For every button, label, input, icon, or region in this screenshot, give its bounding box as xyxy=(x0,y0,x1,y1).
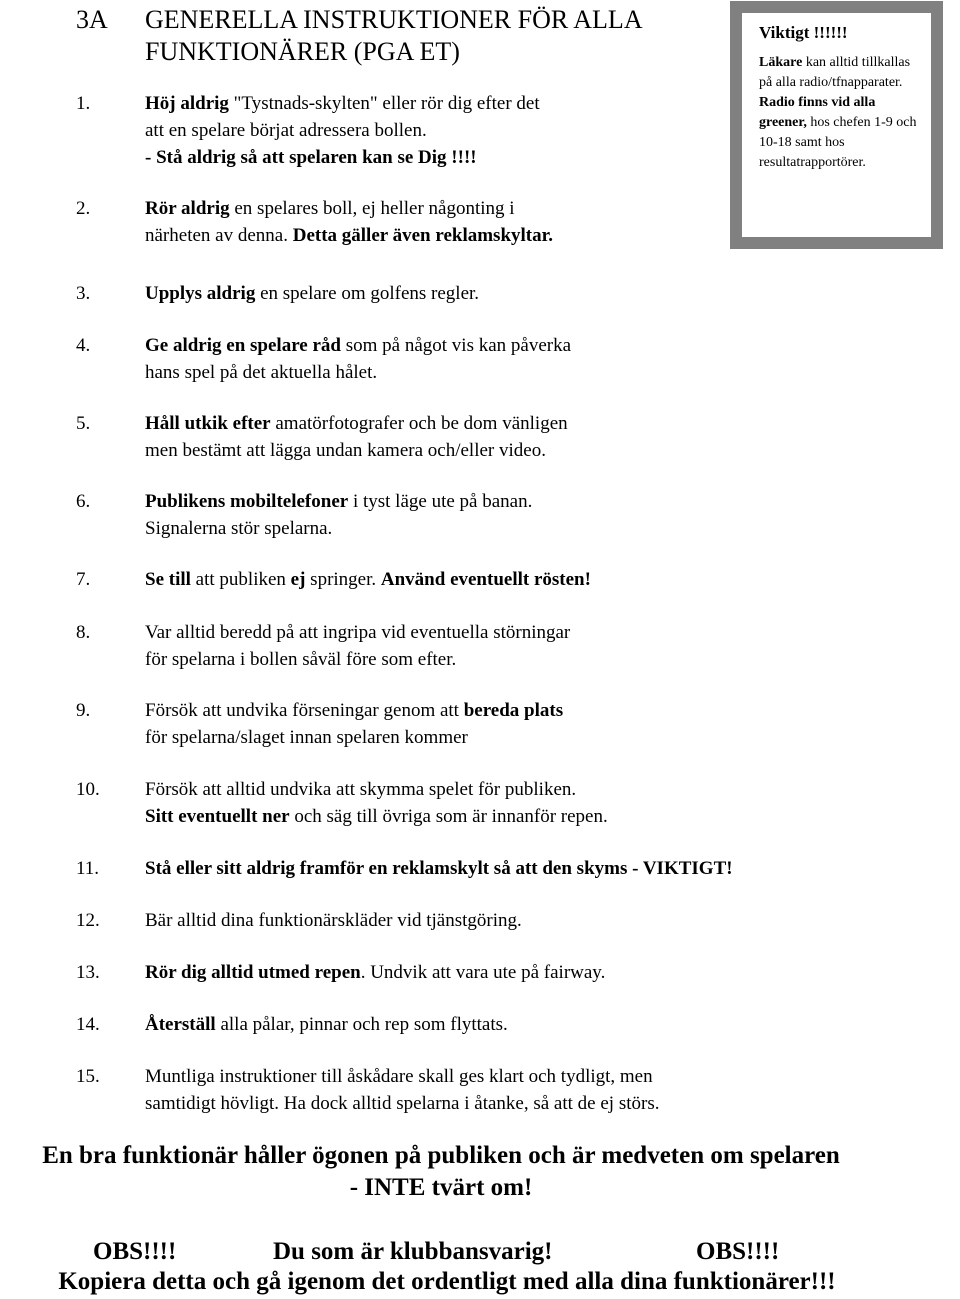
closing-line-1: En bra funktionär håller ögonen på publiken och är medveten om spelaren xyxy=(42,1142,840,1169)
instruction-item xyxy=(76,855,946,882)
instruction-line xyxy=(145,1090,946,1117)
instruction-line xyxy=(145,437,946,464)
text-segment: alla pålar, pinnar och rep som flyttats. xyxy=(215,1014,508,1035)
note-heading: Viktigt !!!!!! xyxy=(759,23,848,42)
text-segment: i tyst läge ute på banan. xyxy=(348,491,533,512)
instruction-text xyxy=(145,566,946,593)
instruction-item xyxy=(76,410,946,464)
obs-right: OBS!!!! xyxy=(696,1238,780,1265)
text-segment: Signalerna stör spelarna. xyxy=(145,518,333,539)
text-segment: samtidigt hövligt. Ha dock alltid spelarna i åtanke, så att de ej störs. xyxy=(145,1093,660,1114)
instruction-text xyxy=(145,280,946,307)
bold-segment: - Stå aldrig så att spelaren kan se Dig !!!! xyxy=(145,147,477,168)
instruction-text xyxy=(145,619,946,673)
instruction-item xyxy=(76,332,946,386)
instruction-item xyxy=(76,90,946,171)
bold-segment: Återställ xyxy=(145,1014,216,1035)
instruction-number: 1. xyxy=(76,93,91,114)
instruction-number: 2. xyxy=(76,198,91,219)
instruction-item xyxy=(76,697,946,751)
instruction-item xyxy=(76,776,946,830)
text-segment: Var alltid beredd på att ingripa vid eventuella störningar xyxy=(145,622,571,643)
instruction-number: 8. xyxy=(76,622,91,643)
instruction-number: 5. xyxy=(76,413,91,434)
instruction-line xyxy=(145,803,946,830)
instruction-number: 15. xyxy=(76,1066,100,1087)
instruction-item xyxy=(76,280,946,307)
instruction-text xyxy=(145,1063,946,1117)
instruction-number: 14. xyxy=(76,1014,100,1035)
instruction-line xyxy=(145,566,946,593)
closing-statement xyxy=(0,1140,882,1204)
instruction-line xyxy=(145,855,946,882)
obs-row xyxy=(0,1236,960,1268)
instruction-line xyxy=(145,90,946,117)
instruction-text xyxy=(145,1011,946,1038)
instruction-line xyxy=(145,488,946,515)
text-segment: Muntliga instruktioner till åskådare skall ges klart och tydligt, men xyxy=(145,1066,653,1087)
instruction-number: 13. xyxy=(76,962,100,983)
bold-segment: Detta gäller även reklamskyltar. xyxy=(292,225,554,246)
instruction-item xyxy=(76,1011,946,1038)
instruction-line xyxy=(145,959,946,986)
instruction-line xyxy=(145,144,946,171)
instruction-text xyxy=(145,195,946,249)
bold-segment: ej xyxy=(290,569,306,590)
instruction-line xyxy=(145,619,946,646)
section-number: 3A xyxy=(76,5,108,34)
bold-segment: Sitt eventuellt ner xyxy=(145,806,290,827)
text-segment: men bestämt att lägga undan kamera och/eller video. xyxy=(145,440,546,461)
instruction-item xyxy=(76,195,946,249)
instruction-line xyxy=(145,1063,946,1090)
instruction-line xyxy=(145,515,946,542)
instruction-item xyxy=(76,619,946,673)
instruction-item xyxy=(76,907,946,934)
obs-left: OBS!!!! xyxy=(93,1238,177,1265)
instruction-text xyxy=(145,776,946,830)
bold-segment: Rör aldrig xyxy=(145,198,230,219)
instruction-number: 11. xyxy=(76,858,100,879)
bold-segment: Stå eller sitt aldrig framför en reklamskylt så att den skyms - VIKTIGT! xyxy=(145,858,733,879)
note-radio-rest: hos chefen 1-9 och 10-18 samt hos resultatrapportörer. xyxy=(759,115,917,170)
text-segment: Försök att alltid undvika att skymma spelet för publiken. xyxy=(145,779,577,800)
text-segment: amatörfotografer och be dom vänligen xyxy=(270,413,568,434)
note-doctor-bold: Läkare xyxy=(759,55,803,70)
note-radio-bold: Radio finns vid alla greener, xyxy=(759,95,876,130)
instruction-item xyxy=(76,1063,946,1117)
bold-segment: bereda plats xyxy=(463,700,564,721)
instruction-text xyxy=(145,332,946,386)
instruction-line xyxy=(145,697,946,724)
instruction-text xyxy=(145,855,946,882)
bold-segment: Höj aldrig xyxy=(145,93,229,114)
instruction-line xyxy=(145,724,946,751)
instruction-item xyxy=(76,488,946,542)
text-segment: Bär alltid dina funktionärskläder vid tjänstgöring. xyxy=(145,910,522,931)
instruction-line xyxy=(145,410,946,437)
note-doctor-rest: kan alltid tillkallas på alla radio/tfnapparater. xyxy=(759,55,911,90)
text-segment: och säg till övriga som är innanför repen. xyxy=(289,806,608,827)
text-segment: Försök att undvika förseningar genom att xyxy=(145,700,464,721)
instruction-item xyxy=(76,566,946,593)
instruction-line xyxy=(145,776,946,803)
instruction-line xyxy=(145,195,946,222)
instruction-text xyxy=(145,907,946,934)
instruction-line xyxy=(145,117,946,144)
title-line-1: GENERELLA INSTRUKTIONER FÖR ALLA xyxy=(145,5,643,34)
note-doctor-text xyxy=(759,53,925,93)
text-segment: närheten av denna. xyxy=(145,225,293,246)
title-line-2: FUNKTIONÄRER (PGA ET) xyxy=(145,37,460,66)
instruction-number: 12. xyxy=(76,910,100,931)
instruction-line xyxy=(145,1011,946,1038)
text-segment: hans spel på det aktuella hålet. xyxy=(145,362,378,383)
instruction-line xyxy=(145,907,946,934)
closing-line-2: - INTE tvärt om! xyxy=(349,1174,533,1201)
instruction-text xyxy=(145,697,946,751)
text-segment: en spelares boll, ej heller någonting i xyxy=(229,198,515,219)
instruction-number: 6. xyxy=(76,491,91,512)
instruction-line xyxy=(145,646,946,673)
bold-segment: Publikens mobiltelefoner xyxy=(145,491,349,512)
instruction-item xyxy=(76,959,946,986)
text-segment: som på något vis kan påverka xyxy=(340,335,572,356)
text-segment: "Tystnads-skylten" eller rör dig efter det xyxy=(228,93,540,114)
bold-segment: Håll utkik efter xyxy=(145,413,271,434)
instruction-line xyxy=(145,332,946,359)
instruction-line xyxy=(145,280,946,307)
instruction-number: 7. xyxy=(76,569,91,590)
instruction-text xyxy=(145,90,946,171)
bold-segment: Använd eventuellt rösten! xyxy=(380,569,591,590)
footer-instruction: Kopiera detta och gå igenom det ordentligt med alla dina funktionärer!!! xyxy=(58,1268,836,1295)
bold-segment: Upplys aldrig xyxy=(145,283,256,304)
page-title xyxy=(145,4,735,68)
text-segment: för spelarna i bollen såväl före som efter. xyxy=(145,649,457,670)
instruction-number: 4. xyxy=(76,335,91,356)
text-segment: springer. xyxy=(305,569,381,590)
instruction-line xyxy=(145,222,946,249)
instruction-text xyxy=(145,488,946,542)
text-segment: att en spelare börjat adressera bollen. xyxy=(145,120,427,141)
text-segment: en spelare om golfens regler. xyxy=(255,283,480,304)
text-segment: . Undvik att vara ute på fairway. xyxy=(360,962,606,983)
instruction-line xyxy=(145,359,946,386)
text-segment: att publiken xyxy=(190,569,291,590)
text-segment: för spelarna/slaget innan spelaren kommer xyxy=(145,727,468,748)
instruction-text xyxy=(145,959,946,986)
bold-segment: Rör dig alltid utmed repen xyxy=(145,962,361,983)
instruction-number: 3. xyxy=(76,283,91,304)
bold-segment: Se till xyxy=(145,569,191,590)
instruction-number: 10. xyxy=(76,779,100,800)
obs-center: Du som är klubbansvarig! xyxy=(273,1238,553,1265)
instruction-text xyxy=(145,410,946,464)
instruction-number: 9. xyxy=(76,700,91,721)
bold-segment: Ge aldrig en spelare råd xyxy=(145,335,341,356)
